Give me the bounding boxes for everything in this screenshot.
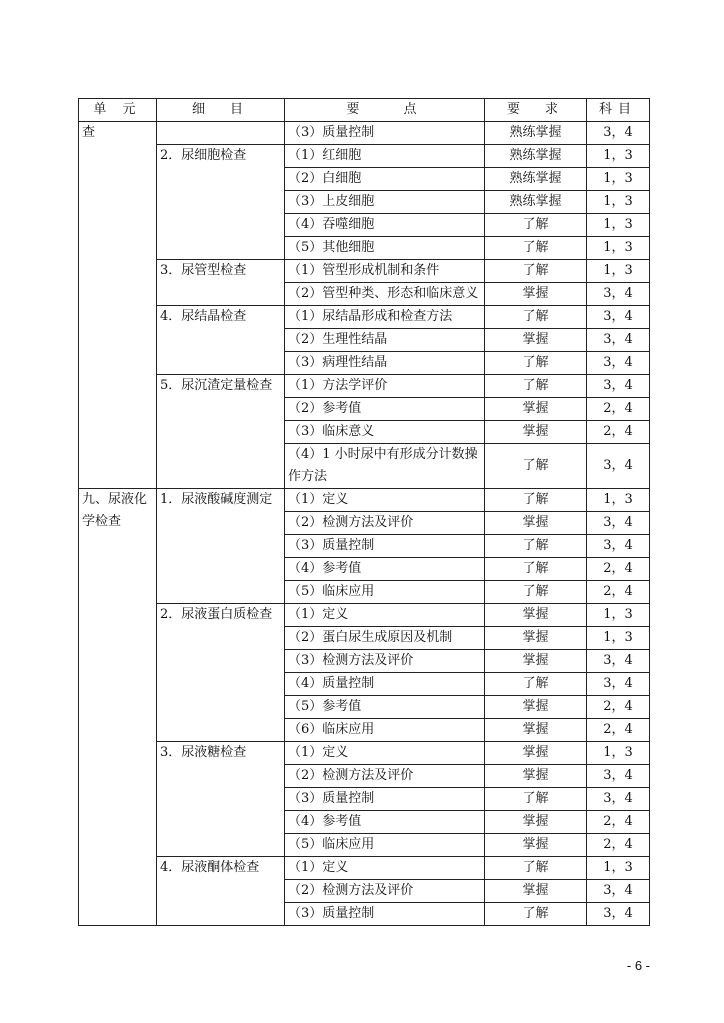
requirement-cell: 了解 <box>485 857 587 880</box>
requirement-cell: 了解 <box>485 306 587 329</box>
subject-cell: 2，4 <box>587 421 650 444</box>
item-cell: 5．尿沉渣定量检查 <box>157 375 285 489</box>
subject-cell: 2，4 <box>587 811 650 834</box>
subject-cell: 3，4 <box>587 512 650 535</box>
requirement-cell: 掌握 <box>485 765 587 788</box>
point-cell: （3）检测方法及评价 <box>285 650 485 673</box>
subject-cell: 1，3 <box>587 214 650 237</box>
requirement-cell: 掌握 <box>485 329 587 352</box>
point-cell: （3）病理性结晶 <box>285 352 485 375</box>
subject-cell: 3，4 <box>587 122 650 145</box>
item-cell <box>157 122 285 145</box>
header-item: 细 目 <box>157 99 285 122</box>
point-cell: （1）定义 <box>285 857 485 880</box>
subject-cell: 2，4 <box>587 719 650 742</box>
point-cell: （3）质量控制 <box>285 788 485 811</box>
table-row <box>79 857 650 880</box>
header-points: 要 点 <box>285 99 485 122</box>
table-row <box>79 742 650 765</box>
point-cell: （3）临床意义 <box>285 421 485 444</box>
subject-cell: 3，4 <box>587 535 650 558</box>
requirement-cell: 了解 <box>485 673 587 696</box>
subject-cell: 1，3 <box>587 260 650 283</box>
point-cell: （2）检测方法及评价 <box>285 880 485 903</box>
subject-cell: 3，4 <box>587 765 650 788</box>
requirement-cell: 了解 <box>485 444 587 489</box>
table-row <box>79 375 650 398</box>
requirement-cell: 熟练掌握 <box>485 168 587 191</box>
point-cell: （5）临床应用 <box>285 581 485 604</box>
requirement-cell: 掌握 <box>485 283 587 306</box>
point-cell: （2）检测方法及评价 <box>285 765 485 788</box>
point-cell: （4）质量控制 <box>285 673 485 696</box>
requirement-cell: 了解 <box>485 489 587 512</box>
point-cell: （3）质量控制 <box>285 122 485 145</box>
requirement-cell: 掌握 <box>485 604 587 627</box>
requirement-cell: 掌握 <box>485 696 587 719</box>
header-unit: 单 元 <box>79 99 157 122</box>
requirement-cell: 了解 <box>485 214 587 237</box>
point-cell: （2）检测方法及评价 <box>285 512 485 535</box>
table-row <box>79 489 650 512</box>
subject-cell: 1，3 <box>587 145 650 168</box>
point-cell: （1）定义 <box>285 742 485 765</box>
point-cell: （3）质量控制 <box>285 903 485 926</box>
subject-cell: 1，3 <box>587 489 650 512</box>
point-cell: （4）参考值 <box>285 811 485 834</box>
subject-cell: 3，4 <box>587 375 650 398</box>
point-cell: （1）定义 <box>285 489 485 512</box>
requirement-cell: 掌握 <box>485 512 587 535</box>
subject-cell: 3，4 <box>587 788 650 811</box>
point-cell: （2）管型种类、形态和临床意义 <box>285 283 485 306</box>
subject-cell: 1，3 <box>587 191 650 214</box>
subject-cell: 1，3 <box>587 627 650 650</box>
requirement-cell: 熟练掌握 <box>485 145 587 168</box>
requirement-cell: 掌握 <box>485 398 587 421</box>
subject-cell: 3，4 <box>587 306 650 329</box>
point-cell: （1）定义 <box>285 604 485 627</box>
point-cell: （2）蛋白尿生成原因及机制 <box>285 627 485 650</box>
point-cell: （1）尿结晶形成和检查方法 <box>285 306 485 329</box>
requirement-cell: 了解 <box>485 260 587 283</box>
point-cell: （4）1 小时尿中有形成分计数操作方法 <box>285 444 485 489</box>
subject-cell: 2，4 <box>587 581 650 604</box>
point-cell: （2）生理性结晶 <box>285 329 485 352</box>
requirement-cell: 了解 <box>485 352 587 375</box>
requirement-cell: 了解 <box>485 788 587 811</box>
point-cell: （3）上皮细胞 <box>285 191 485 214</box>
subject-cell: 3，4 <box>587 329 650 352</box>
syllabus-table <box>78 98 650 926</box>
requirement-cell: 了解 <box>485 903 587 926</box>
requirement-cell: 了解 <box>485 375 587 398</box>
point-cell: （1）方法学评价 <box>285 375 485 398</box>
header-subject: 科目 <box>587 99 650 122</box>
item-cell: 4．尿液酮体检查 <box>157 857 285 926</box>
requirement-cell: 掌握 <box>485 834 587 857</box>
point-cell: （5）其他细胞 <box>285 237 485 260</box>
point-cell: （1）管型形成机制和条件 <box>285 260 485 283</box>
point-cell: （6）临床应用 <box>285 719 485 742</box>
subject-cell: 2，4 <box>587 398 650 421</box>
point-cell: （1）红细胞 <box>285 145 485 168</box>
requirement-cell: 了解 <box>485 558 587 581</box>
item-cell: 2．尿液蛋白质检查 <box>157 604 285 742</box>
subject-cell: 3，4 <box>587 444 650 489</box>
header-row <box>79 99 650 122</box>
point-cell: （3）质量控制 <box>285 535 485 558</box>
point-cell: （5）临床应用 <box>285 834 485 857</box>
table-row <box>79 260 650 283</box>
requirement-cell: 了解 <box>485 535 587 558</box>
point-cell: （4）参考值 <box>285 558 485 581</box>
requirement-cell: 了解 <box>485 581 587 604</box>
item-cell: 1．尿液酸碱度测定 <box>157 489 285 604</box>
requirement-cell: 掌握 <box>485 421 587 444</box>
table-row <box>79 145 650 168</box>
requirement-cell: 掌握 <box>485 811 587 834</box>
table-row <box>79 122 650 145</box>
unit-cell: 九、尿液化学检查 <box>79 489 157 926</box>
unit-cell: 查 <box>79 122 157 489</box>
subject-cell: 2，4 <box>587 834 650 857</box>
requirement-cell: 掌握 <box>485 880 587 903</box>
subject-cell: 3，4 <box>587 283 650 306</box>
item-cell: 3．尿液糖检查 <box>157 742 285 857</box>
requirement-cell: 了解 <box>485 237 587 260</box>
subject-cell: 3，4 <box>587 352 650 375</box>
requirement-cell: 熟练掌握 <box>485 122 587 145</box>
requirement-cell: 掌握 <box>485 650 587 673</box>
requirement-cell: 掌握 <box>485 627 587 650</box>
subject-cell: 2，4 <box>587 696 650 719</box>
subject-cell: 1，3 <box>587 742 650 765</box>
point-cell: （2）参考值 <box>285 398 485 421</box>
table-row <box>79 604 650 627</box>
item-cell: 4．尿结晶检查 <box>157 306 285 375</box>
point-cell: （2）白细胞 <box>285 168 485 191</box>
point-cell: （4）吞噬细胞 <box>285 214 485 237</box>
requirement-cell: 掌握 <box>485 742 587 765</box>
table-row <box>79 306 650 329</box>
point-cell: （5）参考值 <box>285 696 485 719</box>
subject-cell: 3，4 <box>587 880 650 903</box>
subject-cell: 2，4 <box>587 558 650 581</box>
subject-cell: 1，3 <box>587 857 650 880</box>
subject-cell: 1，3 <box>587 168 650 191</box>
header-requirement: 要 求 <box>485 99 587 122</box>
item-cell: 3．尿管型检查 <box>157 260 285 306</box>
subject-cell: 1，3 <box>587 237 650 260</box>
item-cell: 2．尿细胞检查 <box>157 145 285 260</box>
requirement-cell: 熟练掌握 <box>485 191 587 214</box>
subject-cell: 3，4 <box>587 650 650 673</box>
requirement-cell: 掌握 <box>485 719 587 742</box>
subject-cell: 3，4 <box>587 673 650 696</box>
subject-cell: 1，3 <box>587 604 650 627</box>
subject-cell: 3，4 <box>587 903 650 926</box>
page-number: - 6 - <box>626 958 650 973</box>
